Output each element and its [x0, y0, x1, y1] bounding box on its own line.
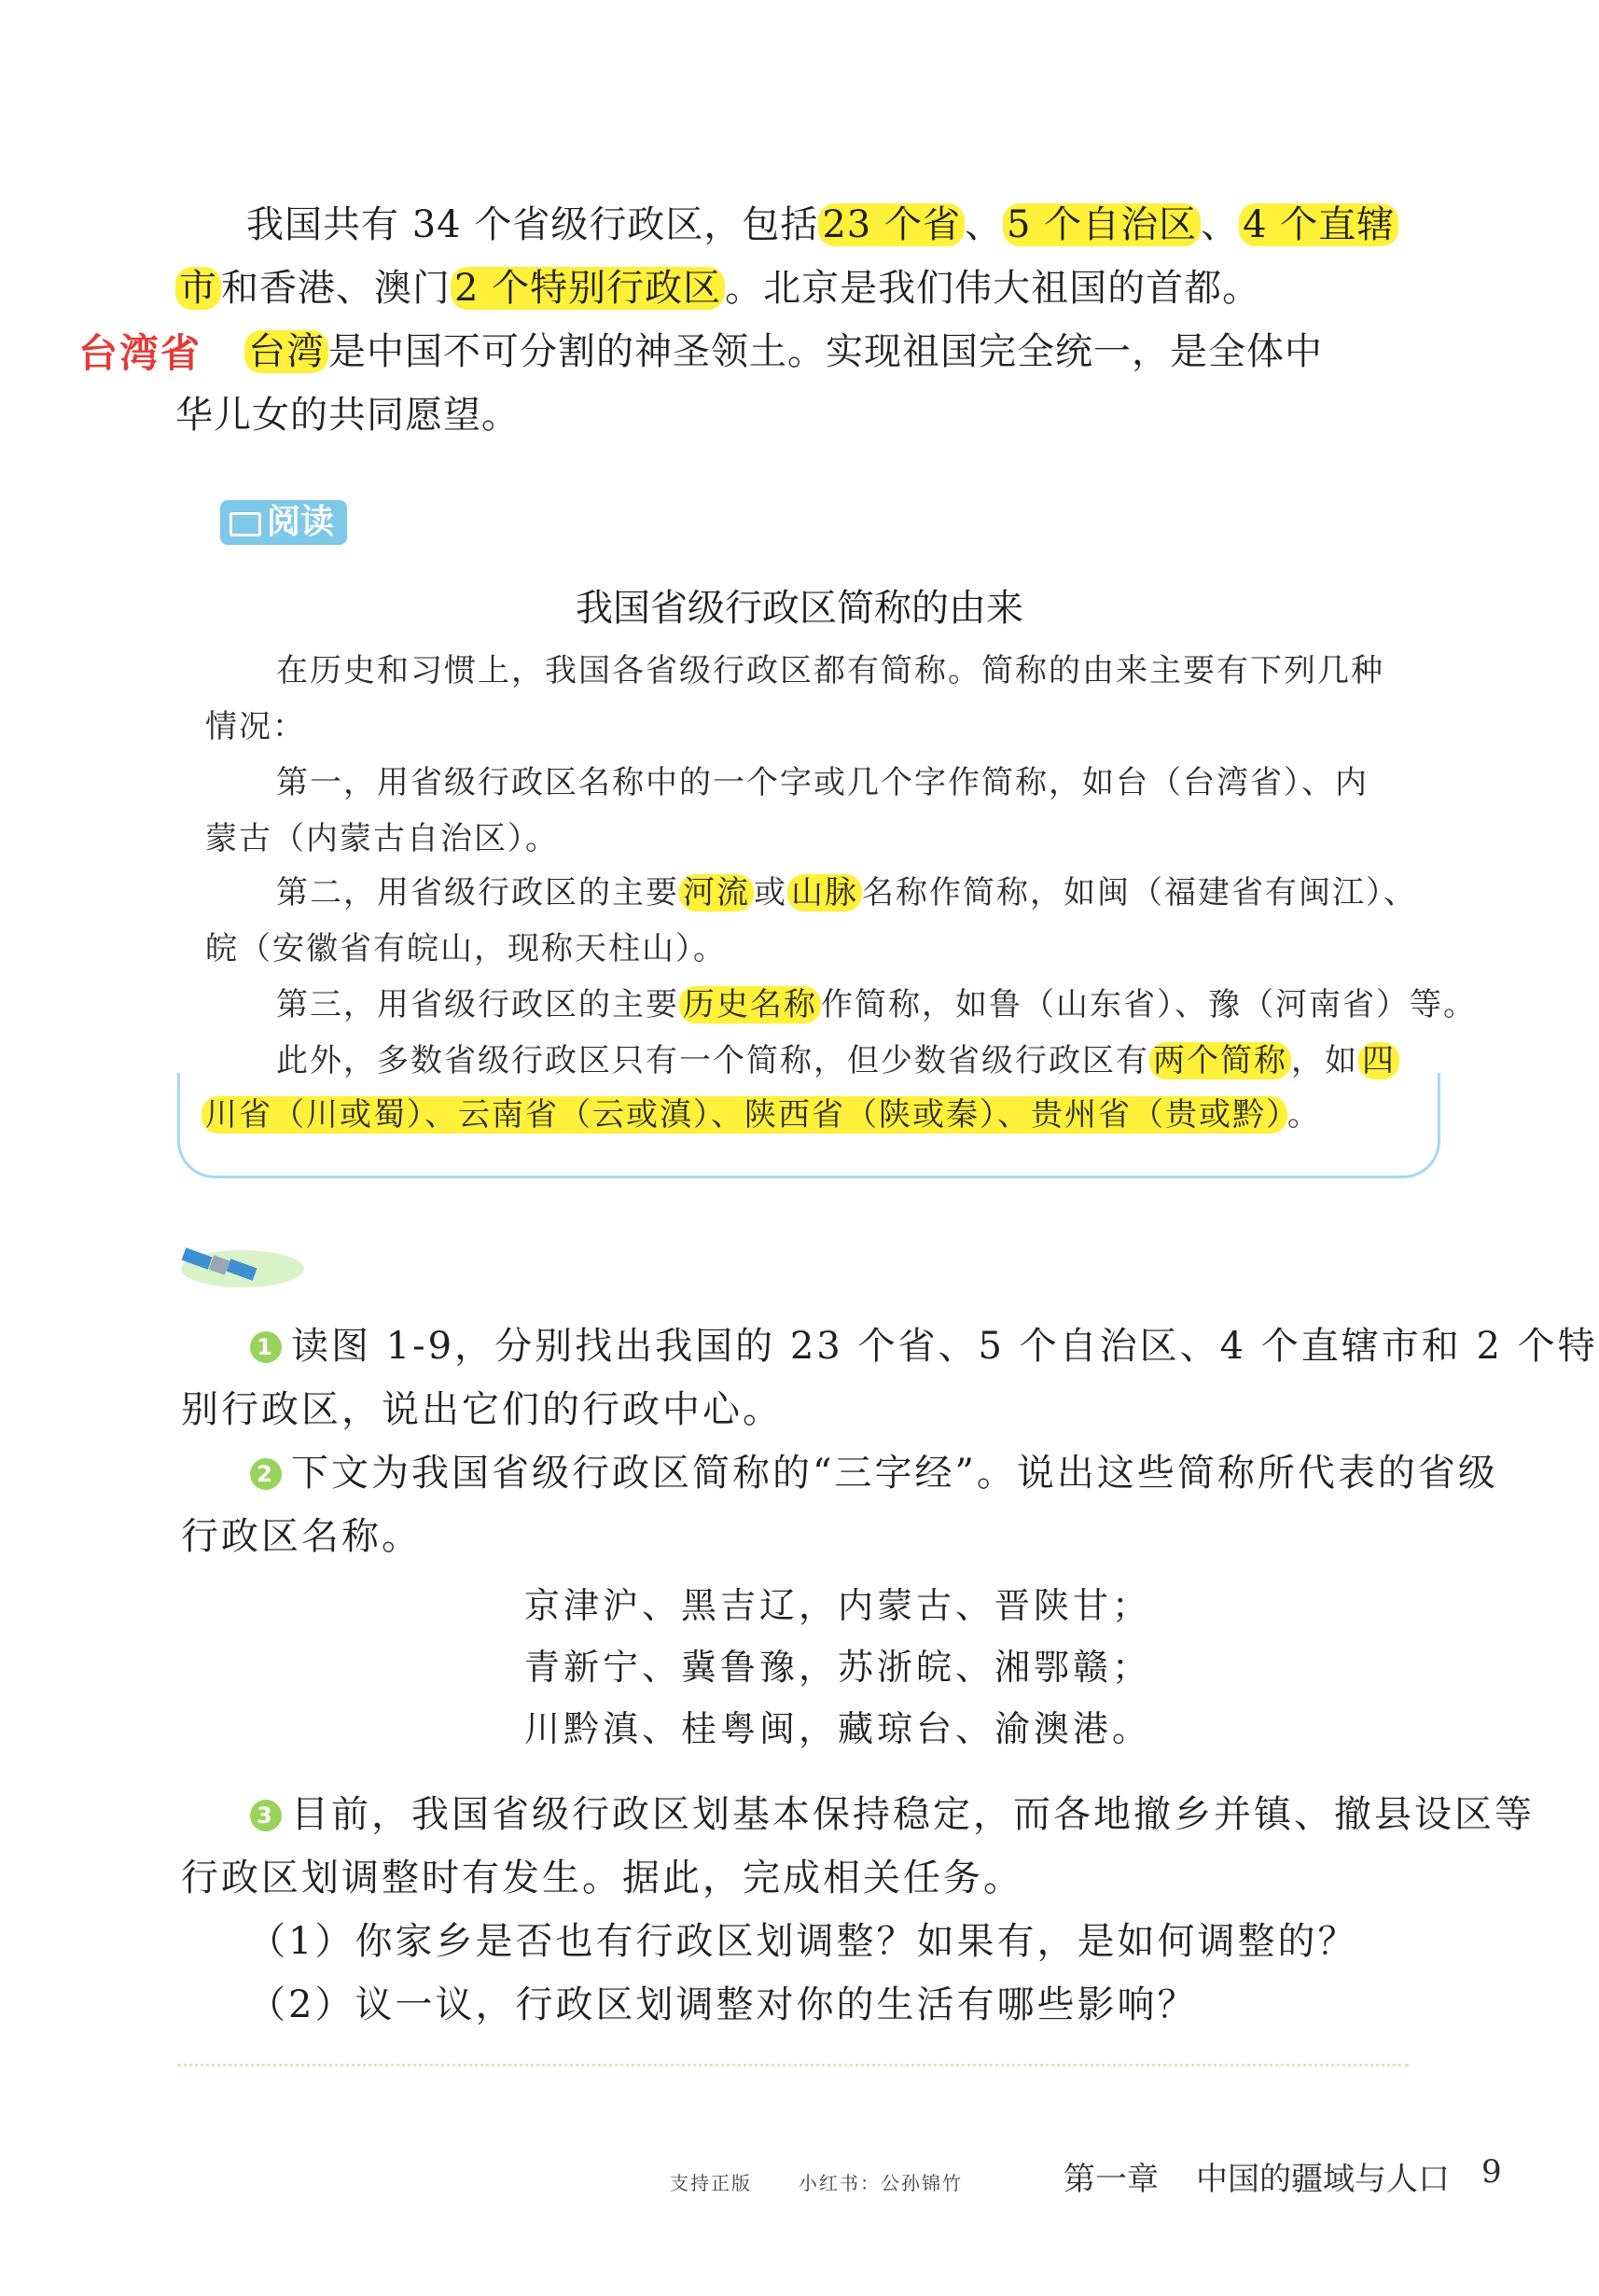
highlight-provinces: 23 个省	[818, 203, 965, 246]
highlight-river: 河流	[679, 874, 754, 911]
highlight-sichuan-start: 四	[1358, 1042, 1399, 1079]
highlight-sar: 2 个特别行政区	[451, 267, 725, 310]
highlight-municipalities: 4 个直辖	[1239, 203, 1398, 246]
reading-badge	[220, 500, 347, 545]
reading-p1-l2: 情况：	[205, 708, 306, 745]
highlight-historical-name: 历史名称	[679, 986, 821, 1023]
intro-line-4	[175, 384, 520, 446]
reading-text: 第二，用省级行政区的主要	[276, 874, 679, 911]
reading-p1-l1: 在历史和习惯上，我国各省级行政区都有简称。简称的由来主要有下列几种	[276, 652, 1384, 689]
book-icon	[229, 512, 261, 536]
reading-text: ，如	[1291, 1042, 1358, 1079]
intro-text: 是中国不可分割的神圣领土。实现祖国完全统一，是全体中	[328, 330, 1323, 373]
question-2-l1	[250, 1442, 1498, 1504]
question-text: 读图 1-9，分别找出我国的 23 个省、5 个自治区、4 个直辖市和 2 个特	[291, 1325, 1598, 1368]
watermark-author: 小红书：公孙锦竹	[799, 2172, 963, 2194]
reading-text: 或	[754, 874, 787, 911]
question-1-l2: 别行政区，说出它们的行政中心。	[181, 1388, 783, 1431]
intro-line-1	[246, 194, 1398, 256]
reading-text: 名称作简称，如闽（福建省有闽江）、	[862, 874, 1417, 911]
highlight-mountain: 山脉	[787, 874, 862, 911]
highlight-municipalities-end: 市	[175, 267, 221, 310]
question-text: 目前，我国省级行政区划基本保持稳定，而各地撤乡并镇、撤县设区等	[291, 1793, 1535, 1836]
question-3-l2: 行政区划调整时有发生。据此，完成相关任务。	[181, 1857, 1023, 1899]
separator: 、	[964, 203, 1003, 246]
question-3-l1	[250, 1784, 1535, 1845]
reading-p3-l1	[276, 866, 1417, 920]
intro-line-3	[244, 321, 1323, 383]
highlight-autonomous-regions: 5 个自治区	[1003, 203, 1201, 246]
intro-text: 我国共有 34 个省级行政区，包括	[246, 203, 819, 246]
highlight-two-abbreviation-examples: 川省（川或蜀）、云南省（云或滇）、陕西省（陕或秦）、贵州省（贵或黔）	[202, 1096, 1287, 1134]
intro-line-2	[175, 257, 1260, 319]
margin-note-taiwan: 台湾省	[78, 330, 202, 376]
question-number-3: 3	[250, 1800, 282, 1831]
question-number-2: 2	[250, 1458, 282, 1490]
highlight-taiwan: 台湾	[244, 330, 328, 373]
reading-p4	[276, 978, 1477, 1032]
reading-text: 此外，多数省级行政区只有一个简称，但少数省级行政区有	[276, 1042, 1149, 1079]
satellite-icon	[177, 1235, 299, 1287]
reading-p5-l1	[276, 1034, 1399, 1088]
highlight-two-abbreviations: 两个简称	[1149, 1042, 1291, 1079]
reading-text: 作简称，如鲁（山东省）、豫（河南省）等。	[821, 986, 1477, 1023]
reading-p5-l2	[202, 1088, 1321, 1142]
reading-text: 第三，用省级行政区的主要	[276, 986, 679, 1023]
intro-text: 华儿女的共同愿望。	[175, 394, 520, 437]
footer-chapter-title: 中国的疆域与人口	[1196, 2161, 1450, 2198]
reading-p2-l2: 蒙古（内蒙古自治区）。	[205, 820, 559, 857]
intro-text: 和香港、澳门	[221, 267, 451, 310]
separator: 、	[1201, 203, 1240, 246]
question-3-sub-1: （1）你家乡是否也有行政区划调整？如果有，是如何调整的？	[248, 1920, 1358, 1963]
question-2-l2: 行政区名称。	[181, 1515, 422, 1558]
intro-text: 。北京是我们伟大祖国的首都。	[725, 267, 1261, 310]
verse-line-3: 川黔滇、桂粤闽，藏琼台、渝澳港。	[524, 1708, 1152, 1749]
reading-text: 。	[1287, 1096, 1321, 1134]
question-number-1: 1	[250, 1331, 282, 1363]
reading-title: 我国省级行政区简称的由来	[576, 587, 1023, 630]
satellite-icon-graphic	[177, 1235, 317, 1291]
verse-line-2: 青新宁、冀鲁豫，苏浙皖、湘鄂赣；	[524, 1647, 1152, 1688]
watermark-genuine: 支持正版	[670, 2172, 752, 2194]
question-text: 下文为我国省级行政区简称的“三字经”。说出这些简称所代表的省级	[291, 1452, 1498, 1495]
verse-line-1: 京津沪、黑吉辽，内蒙古、晋陕甘；	[524, 1585, 1152, 1626]
page-number: 9	[1481, 2153, 1502, 2191]
question-1-l1	[250, 1315, 1598, 1377]
reading-p2-l1: 第一，用省级行政区名称中的一个字或几个字作简称，如台（台湾省）、内	[276, 764, 1369, 801]
question-3-sub-2: （2）议一议，行政区划调整对你的生活有哪些影响？	[248, 1983, 1198, 2026]
reading-badge-label	[220, 500, 347, 545]
footer-chapter: 第一章	[1064, 2161, 1159, 2198]
reading-p3-l2: 皖（安徽省有皖山，现称天柱山）。	[205, 930, 727, 967]
section-divider	[177, 2064, 1409, 2066]
badge-text: 阅读	[267, 503, 335, 541]
